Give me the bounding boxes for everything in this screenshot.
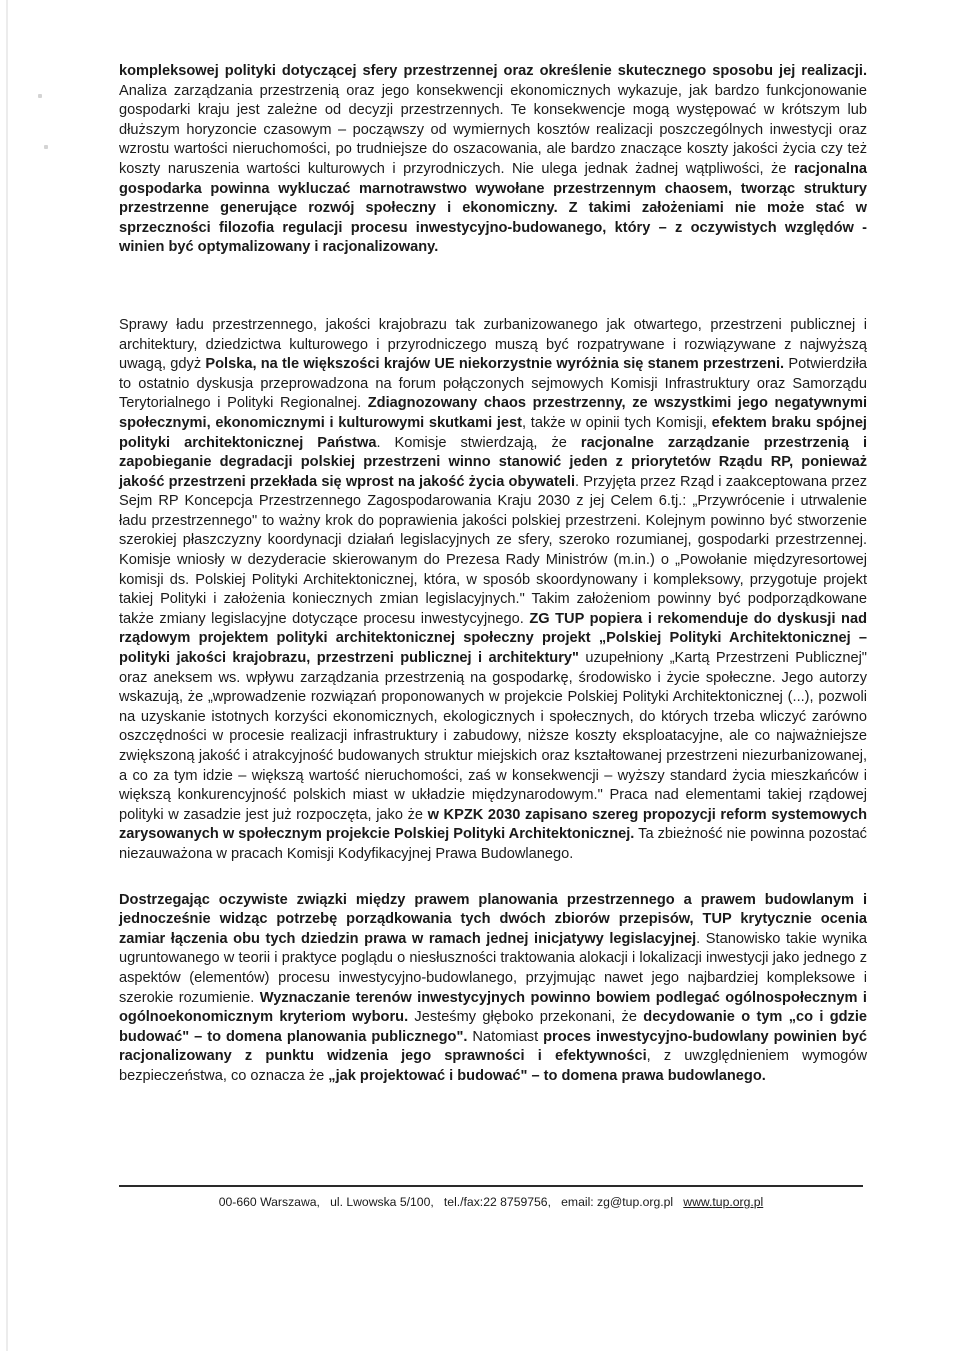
paragraph bbox=[119, 891, 867, 1087]
footer-address: 00-660 Warszawa, bbox=[218, 1195, 320, 1209]
bold-text-run: Polska, na tle większości krajów UE niekorzystnie wyróżnia się stanem przestrzeni. bbox=[205, 356, 785, 373]
footer-divider bbox=[119, 1185, 863, 1187]
scan-speck bbox=[44, 145, 48, 149]
text-run: uzupełniony „Kartą Przestrzeni Publicznej" oraz aneksem ws. wpływu zarządzania przestrzenią na gospodarkę, środowisko i życie społeczne. Jego autorzy wskazują, że „wprowadzenie rozwiązań proponowanych w projekcie Polskiej Polityki Architektonicznej (...), pozwoli na uzyskanie istotnych korzyści ekonomicznych, ekologicznych i społecznych, do których trzeba wliczyć zarówno oszczędności w procesie realizacji infrastruktury i zabudowy, niższe koszty eksploatacyjne, ale co najważniejsze zwiększoną jakość i atrakcyjność budowanych struktur miejskich oraz kształtowanej przestrzeni niezurbanizowanej, a co za tym idzie – większą wartość nieruchomości, zaś w konsekwencji – wyższy standard życia mieszkańców i większą konkurencyjność polskich miast w układzie międzynarodowym." Praca nad elementami takiej rządowej polityki w zasadzie jest już rozpoczęta, jako że bbox=[119, 650, 867, 823]
text-run: Jesteśmy głęboko przekonani, że bbox=[408, 1009, 644, 1026]
footer-street: ul. Lwowska 5/100, bbox=[330, 1195, 434, 1209]
bold-text-run: racjonalna gospodarka powinna wykluczać marnotrawstwo wywołane przestrzennym chaosem, tworząc struktury przestrzenne generujące rozwój społeczny i ekonomiczny. Z takimi założeniami nie może stać w sprzeczności filozofia regulacji procesu inwestycyjno-budowanego, który – z oczywistych względów - winien być optymalizowany i racjonalizowany. bbox=[119, 160, 867, 256]
scan-edge bbox=[6, 0, 8, 1351]
text-run: Ta zbieżność nie powinna pozostać niezauważona w pracach Komisji Kodyfikacyjnej Prawa Budowlanego. bbox=[119, 826, 867, 862]
footer-email[interactable]: email: zg@tup.org.pl bbox=[561, 1195, 674, 1209]
text-run: . Stanowisko takie wynika ugruntowanego w teorii i praktyce poglądu o niesłuszności traktowania alokacji i lokalizacji inwestycji jako jednego z aspektów (elementów) procesu inwestycyjno-budowlanego, przyjmując nawet jego najbardziej kompleksowe i szerokie rozumienie. bbox=[119, 930, 867, 1006]
scan-speck bbox=[38, 94, 42, 98]
document-body bbox=[119, 62, 867, 1087]
bold-text-run: Zdiagnozowany chaos przestrzenny, ze wszystkimi jego negatywnymi społecznymi, ekonomicznymi i kulturowymi skutkami jest bbox=[119, 395, 867, 431]
bold-text-run: kompleksowej polityki dotyczącej sfery przestrzennej oraz określenie skutecznego sposobu jej realizacji. bbox=[119, 63, 867, 79]
bold-text-run: ZG TUP popiera i rekomenduje do dyskusji nad rządowym projektem polityki architektonicznej społeczny projekt „Polskiej Polityki Architektonicznej – polityki jakości krajobrazu, przestrzeni publicznej i architektury" bbox=[119, 610, 867, 667]
bold-text-run: decydowanie o tym „co i gdzie budować" – to domena planowania publicznego". bbox=[119, 1009, 868, 1045]
text-run: Analiza zarządzania przestrzenią oraz jego konsekwencji ekonomicznych wykazuje, jak bardzo funkcjonowanie gospodarki kraju jest zależne od decyzji przestrzennych. Te konsekwencje mogą występować w krótszym lub dłuższym horyzoncie czasowym – począwszy od wymiernych kosztów realizacji poszczególnych inwestycji oraz wzrostu wartości nieruchomości, po trudniejsze do oszacowania, ale bardzo znaczące koszty jakości życia czy też koszty naruszenia wartości kulturowych i przyrodniczych. Nie ulega jednak żadnej wątpliwości, że bbox=[119, 82, 867, 177]
bold-text-run: racjonalne zarządzanie przestrzenią i zapobieganie degradacji polskiej przestrzeni winno stanowić jeden z priorytetów Rządu RP, ponieważ jakość przestrzeni przekłada się wprost na jakość życia obywateli bbox=[119, 434, 867, 490]
bold-text-run: proces inwestycyjno-budowlany powinien być racjonalizowany z punktu widzenia jego sprawności i efektywności bbox=[119, 1028, 867, 1065]
bold-text-run: efektem braku spójnej polityki architektonicznej Państwa bbox=[119, 414, 867, 451]
bold-text-run: Dostrzegając oczywiste związki między prawem planowania przestrzennego a prawem budowlanym i jednocześnie widząc potrzebę porządkowania tych dwóch zbiorów przepisów, TUP krytycznie ocenia zamiar łączenia obu tych dziedzin prawa w ramach jednej inicjatywy legislacyjnej bbox=[119, 891, 867, 947]
footer-website-link[interactable]: www.tup.org.pl bbox=[683, 1195, 764, 1209]
text-run: . Przyjęta przez Rząd i zaakceptowana przez Sejm RP Koncepcja Przestrzennego Zagospodarowania Kraju 2030 z jej Celem 6.tj.: „Przywrócenie i utrwalenie ładu przestrzennego" to ważny krok do poprawienia jakości polskiej przestrzeni. Kolejnym powinno być stworzenie szerokiej płaszczyzny koordynacji działań legislacyjnych ze sfery, szeroko rozumianej, gospodarki przestrzennej. Komisje wniosły w dezyderacie skierowanym do Prezesa Rady Ministrów (m.in.) o „Powołanie międzyresortowej komisji ds. Polskiej Polityki Architektonicznej, która, w sposób skoordynowany i kompleksowy, przygotuje projekt takiej Polityki i założenia koniecznych zmian legislacyjnych." Takim założeniom powinny być podporządkowane także zmiany legislacyjne dotyczące procesu inwestycyjnego. bbox=[119, 473, 868, 627]
footer-phone: tel./fax:22 8759756, bbox=[443, 1195, 551, 1209]
text-run: , z uwzględnieniem wymogów bezpieczeństwa, co oznacza że bbox=[119, 1048, 867, 1084]
text-run: Natomiast bbox=[467, 1028, 544, 1045]
text-run: Sprawy ładu przestrzennego, jakości krajobrazu tak zurbanizowanego jak otwartego, przestrzeni publicznej i architektury, dziedzictwa kulturowego i przyrodniczego muszą być rozpatrywane i rozwiązywane z najwyższą uwagą, gdyż bbox=[119, 316, 867, 373]
letterhead-footer bbox=[119, 1194, 863, 1210]
text-run: . Komisje stwierdzają, że bbox=[376, 434, 581, 451]
bold-text-run: „jak projektować i budować" – to domena prawa budowlanego. bbox=[328, 1067, 766, 1084]
text-run: Potwierdziła to ostatnio dyskusja przeprowadzona na forum połączonych sejmowych Komisji Infrastruktury oraz Samorządu Terytorialnego i Polityki Regionalnej. bbox=[119, 356, 868, 412]
bold-text-run: w KPZK 2030 zapisano szereg propozycji reform systemowych zarysowanych w społecznym projekcie Polskiej Polityki Architektonicznej. bbox=[119, 806, 867, 843]
bold-text-run: Wyznaczanie terenów inwestycyjnych powinno bowiem podlegać ogólnospołecznym i ogólnoekonomicznym kryteriom wyboru. bbox=[119, 989, 867, 1026]
paragraph bbox=[119, 62, 867, 258]
paragraph bbox=[119, 316, 867, 865]
text-run: , także w opinii tych Komisji, bbox=[522, 414, 712, 431]
